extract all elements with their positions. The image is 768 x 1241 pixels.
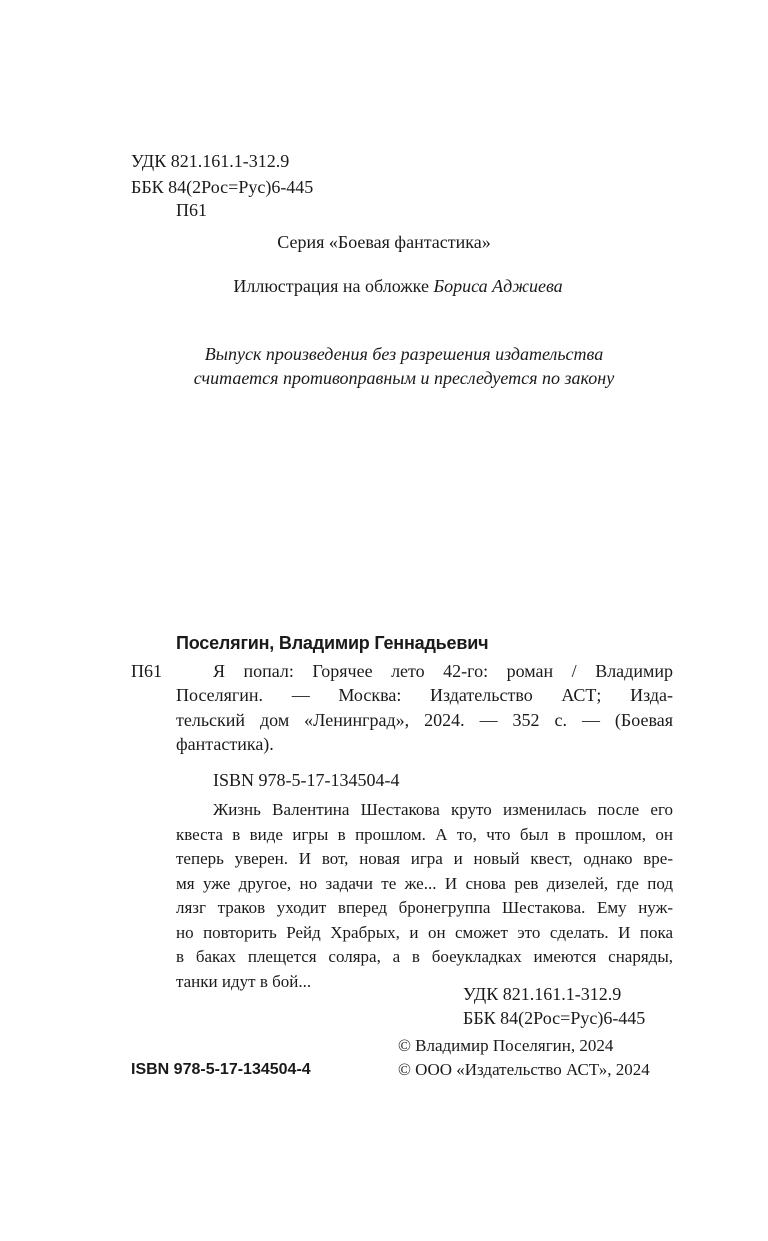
copyright-notice	[0, 342, 768, 390]
author-mark-top: П61	[176, 200, 207, 220]
notice-line-1: Выпуск произведения без разрешения издательства	[204, 344, 604, 364]
catalog-author-mark: П61	[131, 661, 162, 681]
illustration-artist: Бориса Аджиева	[433, 276, 563, 296]
annotation-line: лязг траков уходит вперед бронегруппа Шестакова. Ему нуж-	[176, 898, 673, 917]
catalog-entry-continuation	[176, 683, 673, 757]
annotation	[176, 798, 673, 994]
illustration-credit	[0, 274, 768, 298]
annotation-line: теперь уверен. И вот, новая игра и новый квест, однако вре-	[176, 849, 673, 868]
entry-line: фантастика).	[176, 734, 274, 754]
notice-line-2: считается противоправным и преследуется по закону	[193, 368, 615, 388]
annotation-line: в баках плещется соляра, а в боеукладках имеются снаряды,	[176, 947, 673, 966]
catalog-author: Поселягин, Владимир Геннадьевич	[176, 633, 489, 653]
annotation-line: Жизнь Валентина Шестакова круто изменилась после его	[213, 800, 673, 819]
udk-code-top: УДК 821.161.1-312.9	[131, 151, 290, 171]
udk-code-bottom: УДК 821.161.1-312.9	[463, 984, 622, 1004]
series-title: Серия «Боевая фантастика»	[277, 232, 491, 252]
copyright-author: © Владимир Поселягин, 2024	[398, 1036, 614, 1055]
catalog-entry-first-line	[213, 659, 673, 684]
annotation-line: танки идут в бой...	[176, 971, 312, 991]
annotation-line: квеста в виде игры в прошлом. А то, что был в прошлом, он	[176, 824, 673, 844]
copyright-publisher: © ООО «Издательство АСТ», 2024	[398, 1060, 650, 1079]
catalog-isbn: ISBN 978-5-17-134504-4	[213, 770, 400, 790]
bbk-code-bottom: ББК 84(2Рос=Рус)6-445	[463, 1008, 646, 1028]
entry-line: Я попал: Горячее лето 42-го: роман / Владимир	[213, 661, 673, 681]
entry-line: Поселягин. — Москва: Издательство АСТ; Изда-	[176, 685, 673, 705]
annotation-line: мя уже другое, но задачи те же... И снова рев дизелей, где под	[176, 873, 673, 893]
entry-line: тельский дом «Ленинград», 2024. — 352 с. — (Боевая	[176, 709, 673, 730]
bbk-code-top: ББК 84(2Рос=Рус)6-445	[131, 177, 314, 197]
illustration-prefix: Иллюстрация на обложке	[233, 276, 434, 296]
isbn-bottom: ISBN 978-5-17-134504-4	[131, 1061, 311, 1078]
annotation-line: но повторить Рейд Храбрых, и он сможет это сделать. И пока	[176, 922, 673, 942]
